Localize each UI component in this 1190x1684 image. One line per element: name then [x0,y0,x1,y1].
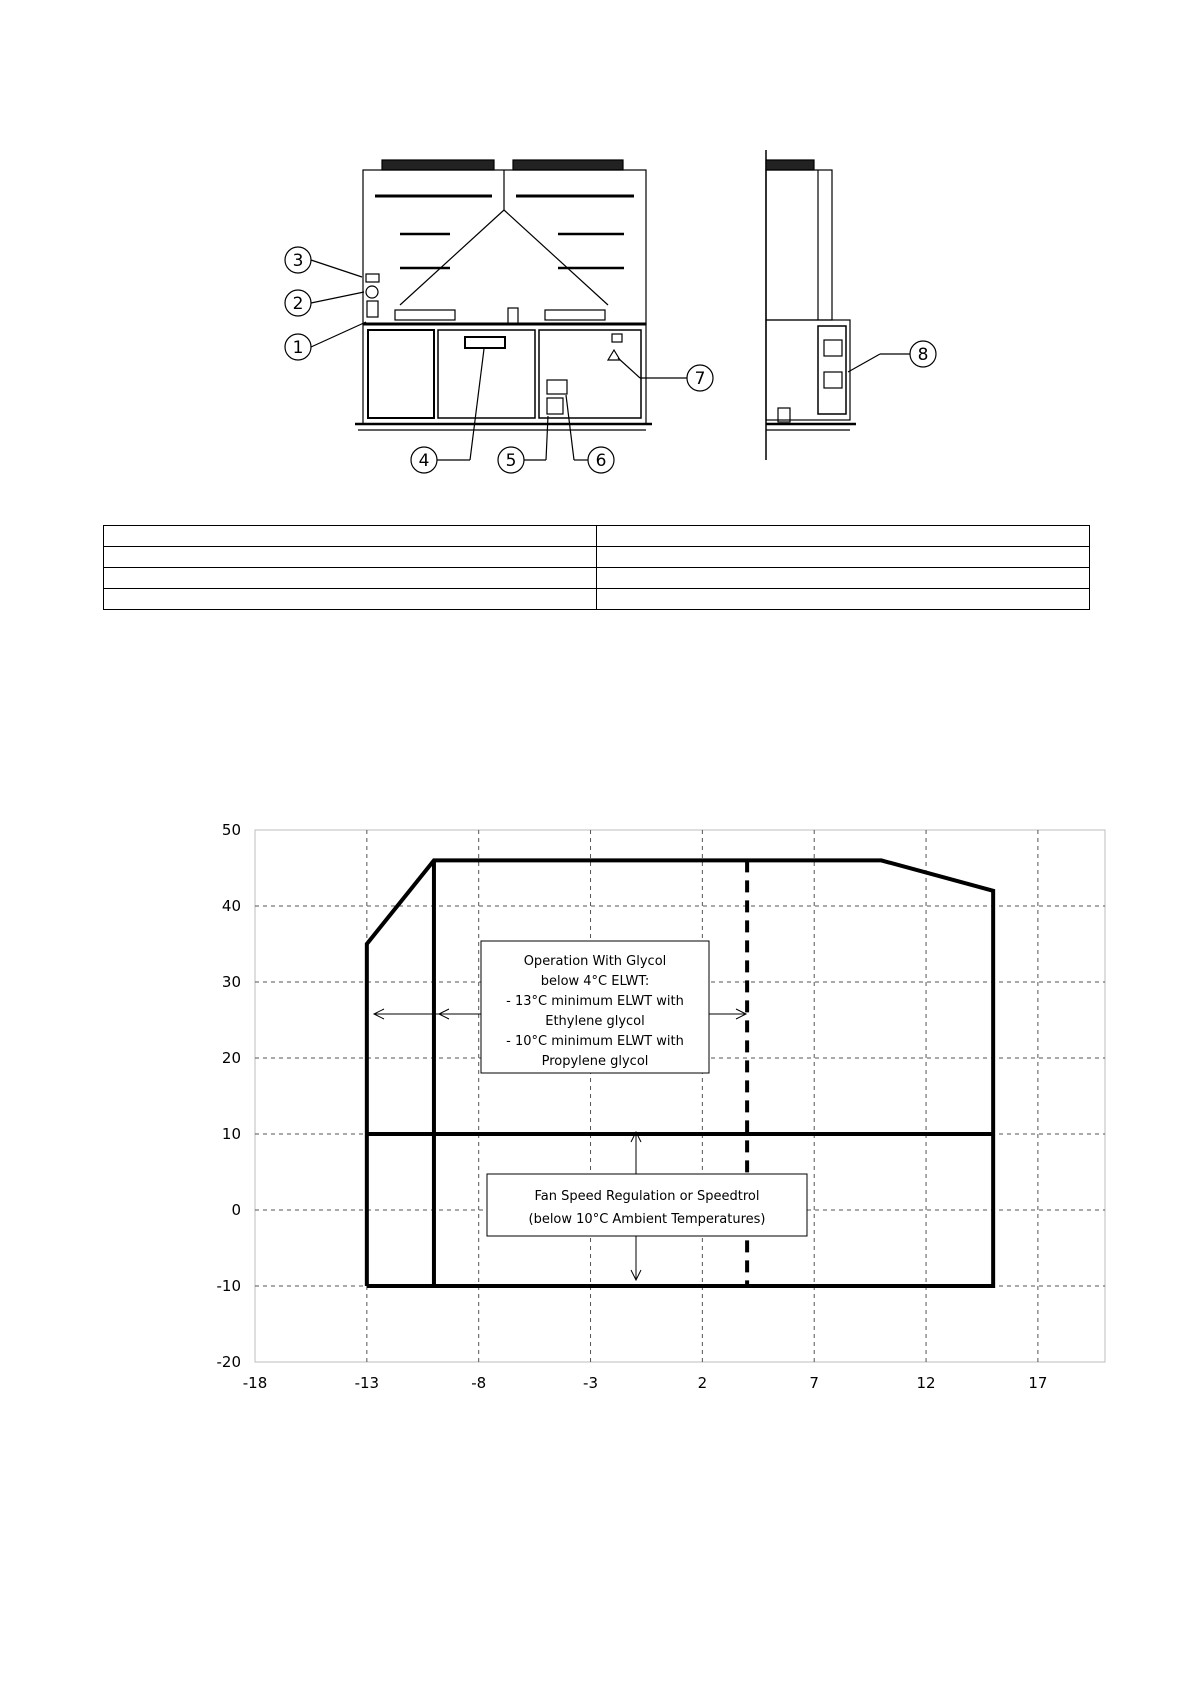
callout-5-label: 5 [505,451,517,471]
y-tick-label: 0 [231,1201,241,1219]
callout-3-label: 3 [292,251,304,271]
callout-7-label: 7 [694,369,706,389]
label-symbol-2 [366,286,378,298]
x-tick-label: 17 [1028,1374,1048,1392]
glycol-note-line: Ethylene glycol [545,1014,645,1029]
y-tick-label: 20 [221,1049,241,1067]
table-cell [104,526,597,547]
x-tick-label: -18 [242,1374,268,1392]
side-view [766,170,832,320]
table-row [104,547,1090,568]
y-tick-label: 10 [221,1125,241,1143]
table-row [104,568,1090,589]
table-cell [597,547,1090,568]
table-cell [104,589,597,610]
table-cell [597,526,1090,547]
unit-diagram [0,0,1190,500]
callout-6-label: 6 [595,451,607,471]
y-tick-label: 30 [221,973,241,991]
x-tick-label: 12 [916,1374,936,1392]
fan-guard-left [382,160,494,170]
table-cell [104,568,597,589]
table-cell [597,589,1090,610]
x-tick-label: 2 [697,1374,708,1392]
glycol-note-line: Propylene glycol [541,1054,649,1069]
y-tick-label: 40 [221,897,241,915]
label-table [103,525,1090,610]
callout-8-label: 8 [917,345,929,365]
plot-frame [255,830,1105,1362]
controller-display [824,340,842,356]
fan-speed-note-line: (below 10°C Ambient Temperatures) [528,1212,766,1227]
glycol-note-line: Operation With Glycol [523,954,667,969]
y-tick-label: 50 [221,821,241,839]
nameplate [465,337,505,348]
x-tick-label: -8 [471,1374,487,1392]
table-cell [104,547,597,568]
label-plate-6 [547,380,567,394]
fan-guard-right [513,160,623,170]
callout-2-label: 2 [292,294,304,314]
label-plate-3 [366,274,379,282]
x-tick-label: -13 [354,1374,380,1392]
y-tick-label: -10 [216,1277,241,1295]
label-plate-5 [547,398,563,414]
glycol-note-line: - 13°C minimum ELWT with [506,994,684,1009]
y-tick-label: -20 [216,1353,241,1371]
x-tick-label: -3 [583,1374,599,1392]
label-plate-1 [367,301,378,317]
table-row [104,589,1090,610]
table-cell [597,568,1090,589]
table-row [104,526,1090,547]
callout-1-label: 1 [292,338,304,358]
callout-4-label: 4 [418,451,430,471]
x-tick-label: 7 [809,1374,819,1392]
glycol-note-line: - 10°C minimum ELWT with [506,1034,684,1049]
operating-envelope-chart [0,810,1190,1410]
glycol-note-line: below 4°C ELWT: [540,974,650,989]
fan-speed-note-line: Fan Speed Regulation or Speedtrol [534,1189,760,1204]
